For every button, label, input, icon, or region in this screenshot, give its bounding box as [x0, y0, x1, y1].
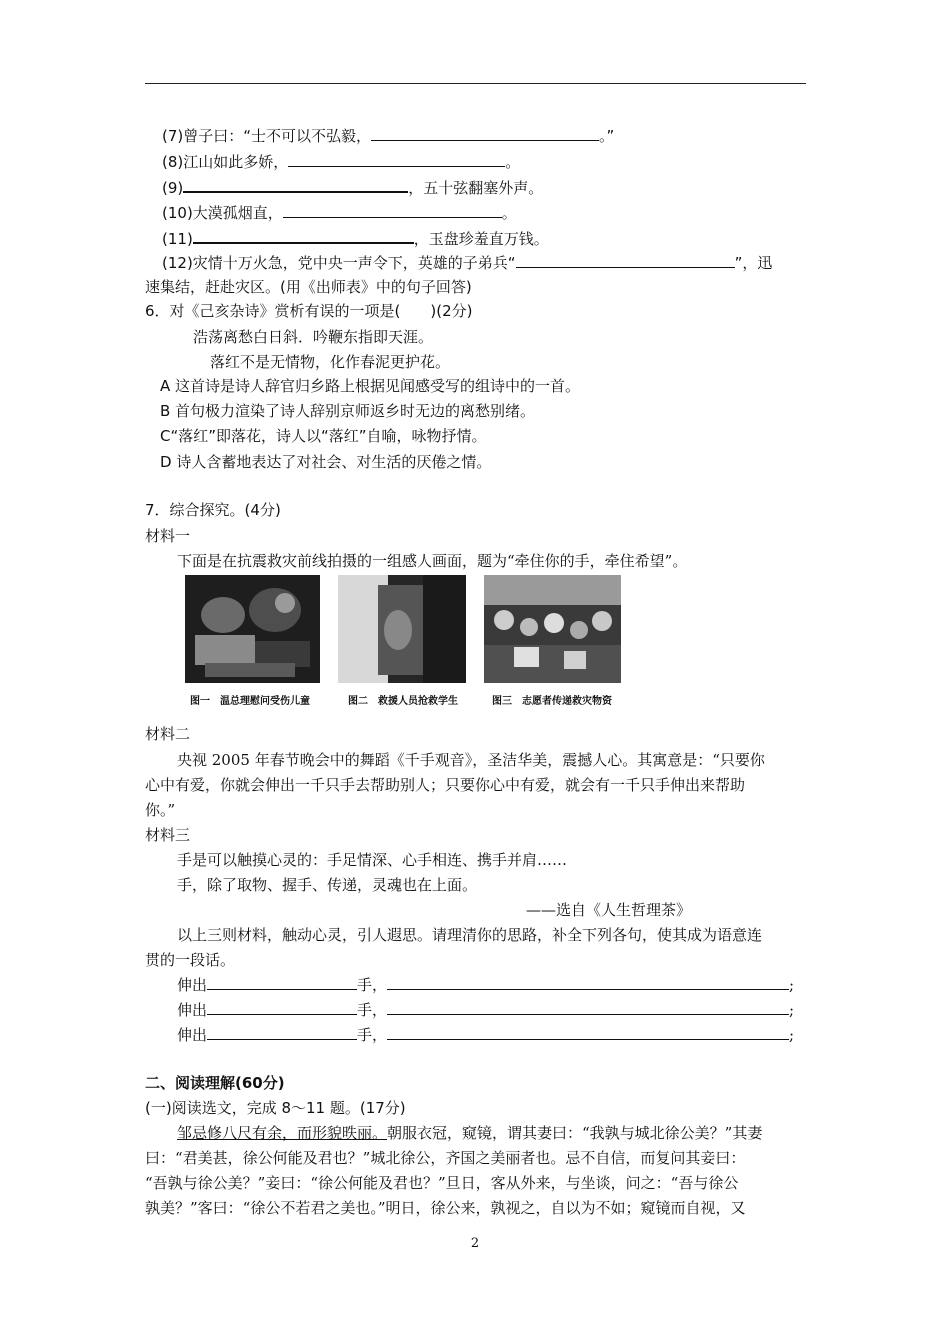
- question-11-text: (11): [162, 230, 193, 248]
- fill-row-1-mid: 手，: [357, 976, 388, 994]
- question-12: [162, 253, 772, 273]
- fill-row-1-prefix: 伸出: [177, 976, 208, 994]
- passage-line-3: “吾孰与徐公美？”妾曰：“徐公何能及君也？”旦日，客从外来，与坐谈，问之：“吾与徐公: [145, 1174, 739, 1192]
- material-3-source: ——选自《人生哲理茶》: [526, 901, 692, 919]
- section-2-sub: (一)阅读选文，完成 8～11 题。(17分): [145, 1099, 406, 1117]
- fill-row-2-prefix: 伸出: [177, 1001, 208, 1019]
- fill-row-1-blank-b[interactable]: [387, 975, 789, 990]
- passage-line-1: [177, 1123, 762, 1143]
- question-8-end: 。: [505, 153, 521, 171]
- question-12-end: ”，迅: [734, 254, 773, 272]
- answer-blank-7[interactable]: [371, 126, 599, 141]
- question-9: [162, 177, 543, 198]
- answer-blank-9[interactable]: [183, 177, 408, 193]
- fill-row-1-blank-a[interactable]: [207, 975, 357, 990]
- fill-row-2-end: ;: [789, 1001, 795, 1019]
- fill-row-2-blank-a[interactable]: [207, 1000, 357, 1015]
- question-7-stem: 7．综合探究。(4分): [145, 501, 281, 519]
- question-11: [162, 228, 549, 249]
- question-8: [162, 152, 520, 172]
- page-number: 2: [470, 1236, 480, 1251]
- option-d[interactable]: D 诗人含蓄地表达了对社会、对生活的厌倦之情。: [160, 453, 492, 471]
- fill-row-2-blank-b[interactable]: [387, 1000, 789, 1015]
- fill-row-1: [177, 975, 794, 995]
- header-rule: [145, 83, 806, 84]
- question-11-end: ，玉盘珍羞直万钱。: [413, 230, 549, 248]
- photo-1: [185, 575, 320, 683]
- question-7: [162, 126, 614, 146]
- passage-line-2: 曰：“君美甚，徐公何能及君也？”城北徐公，齐国之美丽者也。忌不自信，而复问其妾曰：: [145, 1149, 746, 1167]
- question-9-text: (9): [162, 179, 184, 197]
- question-7-end: 。”: [599, 127, 615, 145]
- material-3-line-2: 手，除了取物、握手、传递，灵魂也在上面。: [177, 876, 478, 894]
- fill-row-2: [177, 1000, 794, 1020]
- fill-row-3-prefix: 伸出: [177, 1026, 208, 1044]
- fill-row-3-blank-b[interactable]: [387, 1025, 789, 1040]
- option-b[interactable]: B 首句极力渲染了诗人辞别京师返乡时无边的离愁别绪。: [160, 402, 536, 420]
- material-2-line-2: 心中有爱，你就会伸出一千只手去帮助别人；只要你心中有爱，就会有一千只手伸出来帮助: [145, 776, 746, 794]
- poem-line-2: 落红不是无情物，化作春泥更护花。: [210, 353, 451, 371]
- question-12-line2: 速集结，赶赴灾区。(用《出师表》中的句子回答): [145, 278, 472, 296]
- material-1-text: 下面是在抗震救灾前线拍摄的一组感人画面，题为“牵住你的手，牵住希望”。: [177, 552, 688, 570]
- photo-3-caption: 图三 志愿者传递救灾物资: [492, 696, 612, 707]
- photo-2-caption: 图二 救援人员抢救学生: [348, 696, 458, 707]
- question-10: [162, 203, 517, 223]
- photo-3: [484, 575, 621, 683]
- question-7-text: (7)曾子曰：“士不可以不弘毅，: [162, 127, 372, 145]
- question-10-end: 。: [501, 204, 517, 222]
- fill-row-3-mid: 手，: [357, 1026, 388, 1044]
- question-10-text: (10)大漠孤烟直，: [162, 204, 283, 222]
- fill-row-1-end: ;: [789, 976, 795, 994]
- poem-line-1: 浩荡离愁白日斜．吟鞭东指即天涯。: [193, 328, 434, 346]
- question-8-text: (8)江山如此多娇，: [162, 153, 289, 171]
- answer-blank-8[interactable]: [288, 152, 505, 167]
- material-1-title: 材料一: [145, 527, 191, 545]
- material-2-title: 材料二: [145, 725, 191, 743]
- answer-blank-12[interactable]: [516, 253, 735, 268]
- passage-line-1-rest: 朝服衣冠，窥镜，谓其妻曰：“我孰与城北徐公美？”其妻: [387, 1124, 763, 1142]
- answer-blank-10[interactable]: [283, 203, 502, 218]
- fill-row-3-end: ;: [789, 1026, 795, 1044]
- question-6-stem: 6．对《己亥杂诗》赏析有误的一项是( )(2分): [145, 302, 473, 320]
- photo-2: [338, 575, 466, 683]
- answer-blank-11[interactable]: [193, 228, 414, 244]
- fill-row-3: [177, 1025, 794, 1045]
- passage-line-4: 孰美？”客曰：“徐公不若君之美也。”明日，徐公来，孰视之，自以为不如；窥镜而自视，又: [145, 1199, 746, 1217]
- material-2-line-3: 你。”: [145, 801, 176, 819]
- material-2-line-1: 央视 2005 年春节晚会中的舞蹈《千手观音》，圣洁华美，震撼人心。其寓意是：“只要你: [177, 751, 765, 769]
- task-line-1: 以上三则材料，触动心灵，引人遐思。请理清你的思路，补全下列各句，使其成为语意连: [177, 926, 763, 944]
- option-c[interactable]: C“落红”即落花，诗人以“落红”自喻，咏物抒情。: [160, 427, 487, 445]
- material-3-line-1: 手是可以触摸心灵的：手足情深、心手相连、携手并肩……: [177, 851, 568, 869]
- task-line-2: 贯的一段话。: [145, 951, 236, 969]
- question-12-text: (12)灾情十万火急，党中央一声令下，英雄的子弟兵“: [162, 254, 516, 272]
- fill-row-2-mid: 手，: [357, 1001, 388, 1019]
- fill-row-3-blank-a[interactable]: [207, 1025, 357, 1040]
- question-9-end: ，五十弦翻塞外声。: [408, 179, 544, 197]
- photo-1-caption: 图一 温总理慰问受伤儿童: [190, 696, 310, 707]
- passage-underlined: 邹忌修八尺有余，而形貌昳丽。: [177, 1124, 388, 1142]
- material-3-title: 材料三: [145, 826, 191, 844]
- option-a[interactable]: A 这首诗是诗人辞官归乡路上根据见闻感受写的组诗中的一首。: [160, 377, 581, 395]
- section-2-heading: 二、阅读理解(60分): [145, 1074, 285, 1092]
